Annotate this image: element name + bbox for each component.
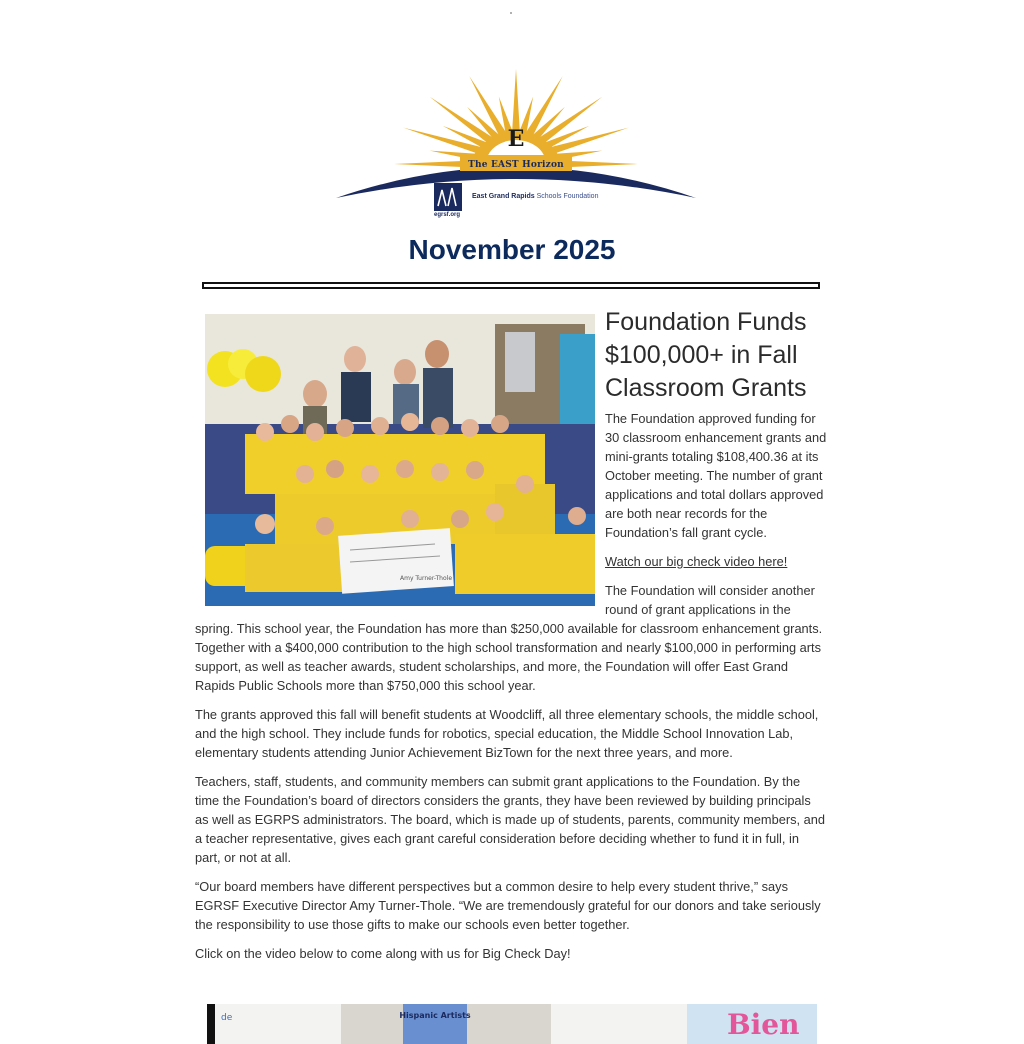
article [195,306,827,973]
article-paragraph: The Foundation will consider another round of grant applications in the spring. This school year, the Foundation has more than $250,000 available for classroom enhancement grants. Together with a $400,000 contribution to the high school transformation and nearly $100,000 in performing arts support, as well as teacher awards, student scholarships, and more, the Foundation will offer East Grand Rapids Public Schools more than $750,000 this school year. [195,583,823,693]
big-check [338,528,454,594]
article-paragraph: Click on the video below to come along with us for Big Check Day! [195,946,571,961]
video-thumbnail[interactable] [207,1004,817,1044]
article-paragraph: The grants approved this fall will benefit students at Woodcliff, all three elementary schools, the middle school, and the high school. They include funds for robotics, special education, the Middle School Innovation Lab, elementary students attending Junior Achievement BizTown for the next three years, and more. [195,707,819,760]
big-check-photo [205,314,595,606]
poster-label: Hispanic Artists [399,1011,471,1020]
foundation-name [472,193,598,200]
issue-title: November 2025 [408,234,616,265]
logo-text-layer [330,36,702,226]
article-paragraph: The Foundation approved funding for 30 classroom enhancement grants and mini-grants totaling $108,400.36 at its October meeting. The number of grant applications and total dollars approved are both near records for the Foundation’s fall grant cycle. [605,411,827,540]
article-paragraph: Teachers, staff, students, and community members can submit grant applications to the Foundation. By the time the Foundation’s board of directors considers the grants, they have been reviewed by building principals as well as EGRPS administrators. The board, which is made up of students, parents, community members, and a teacher representative, gives each grant careful consideration before deciding whether to fund it in full, in part, or not at all. [195,774,825,865]
newsletter-name: The EAST Horizon [468,160,564,170]
foundation-name-bold: East Grand Rapids [472,193,535,200]
section-divider [202,282,820,289]
poster-word: Bien [727,1008,800,1041]
big-check-video-link[interactable]: Watch our big check video here! [605,554,788,569]
svg-text:de: de [221,1013,233,1023]
article-headline: Foundation Funds $100,000+ in Fall Classroom Grants [605,308,807,402]
check-signature: Amy Turner-Thole [400,575,453,582]
logo-letter: E [507,126,525,152]
spacer-dot [510,12,512,14]
foundation-name-light: Schools Foundation [536,193,599,200]
foundation-website: egrsf.org [434,212,461,218]
article-paragraph: “Our board members have different perspectives but a common desire to help every student thrive,” says EGRSF Executive Director Amy Turner-Thole. “We are tremendously grateful for our donors and take seriously the responsibility to use those gifts to make our schools even better together. [195,879,821,932]
